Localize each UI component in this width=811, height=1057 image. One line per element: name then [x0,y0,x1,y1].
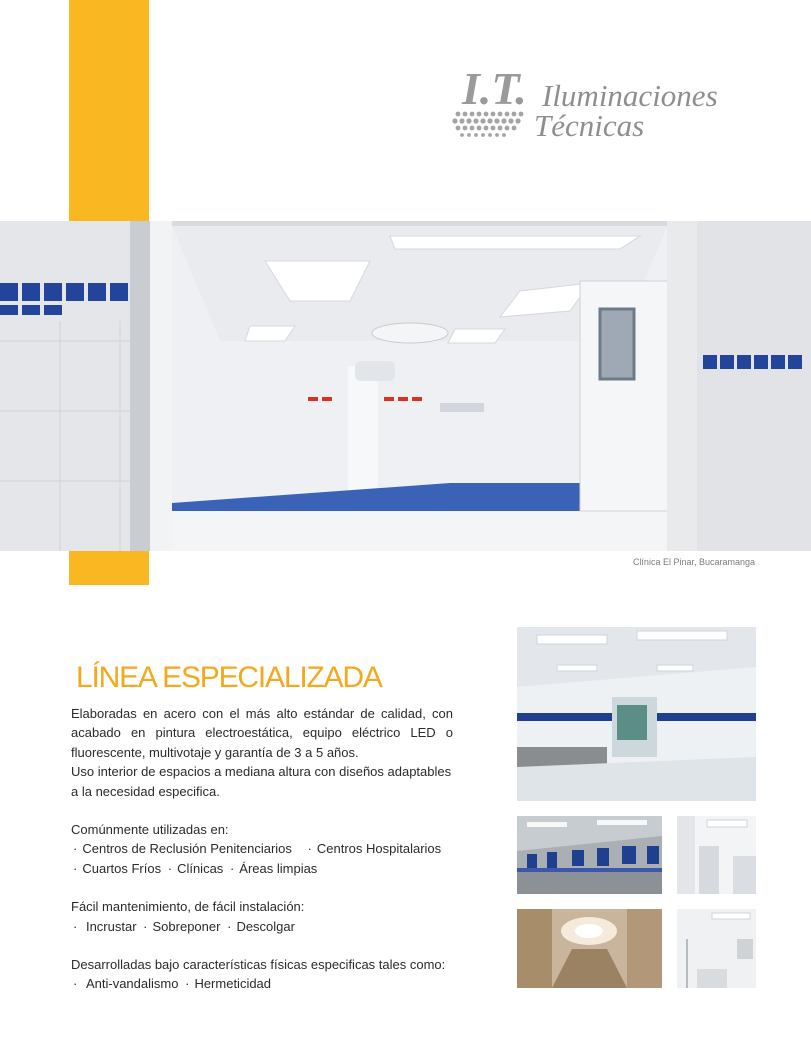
common-uses-row-2 [71,859,453,878]
section-body [71,704,453,994]
logo-name-line2: Técnicas [534,108,645,143]
features-heading: Desarrolladas bajo características físicas especificas tales como: [71,957,446,973]
bullet-icon: · [167,860,173,876]
bullet-icon: · [73,976,78,992]
usage-paragraph: Uso interior de espacios a mediana altura con diseños adaptables a la necesidad especifica. [71,764,452,799]
bullet-icon: · [307,841,312,857]
list-item: Cuartos Fríos [82,860,162,876]
section-title: LÍNEA ESPECIALIZADA [76,661,382,694]
maintenance-heading: Fácil mantenimiento, de fácil instalación: [71,899,305,915]
logo-dots [452,112,523,137]
hero-caption: Clínica El Pinar, Bucaramanga [632,557,755,567]
list-item: Centros de Reclusión Penitenciarios [82,841,292,857]
common-uses-row-1 [71,839,453,858]
bullet-icon: · [229,860,235,876]
list-item: Anti-vandalismo [85,976,179,992]
bullet-icon: · [227,918,232,934]
gallery-photo-clinic [677,909,756,988]
installation-list [71,917,453,936]
gallery-photo-cold-room [517,909,662,988]
list-item: Centros Hospitalarios [316,841,442,857]
list-item: Clínicas [177,860,224,876]
gallery-photo-prison [517,816,662,894]
bullet-icon: · [73,841,78,857]
bullet-icon: · [143,918,148,934]
description-paragraph: Elaboradas en acero con el más alto estándar de calidad, con acabado en pintura electroestática, equipo eléctrico LED o fluorescente, multivotaje y garantía de 3 a 5 años. [71,706,453,760]
brand-logo [448,56,768,146]
logo-name-line1: Iluminaciones [542,78,718,113]
bullet-icon: · [73,918,78,934]
bullet-icon: · [73,860,78,876]
list-item: Sobreponer [152,918,221,934]
hero-photo [0,221,811,551]
logo-graphic [448,56,768,146]
gallery-photo-corridor [517,627,756,801]
hero-photo-scene [0,221,811,551]
features-list [71,974,453,993]
bullet-icon: · [185,976,190,992]
common-uses-heading: Comúnmente utilizadas en: [71,822,229,838]
gallery-photo-room [677,816,756,894]
logo-mark: I.T. [462,63,527,114]
list-item: Áreas limpias [239,860,318,876]
list-item: Descolgar [236,918,295,934]
list-item: Incrustar [85,918,137,934]
list-item: Hermeticidad [194,976,272,992]
